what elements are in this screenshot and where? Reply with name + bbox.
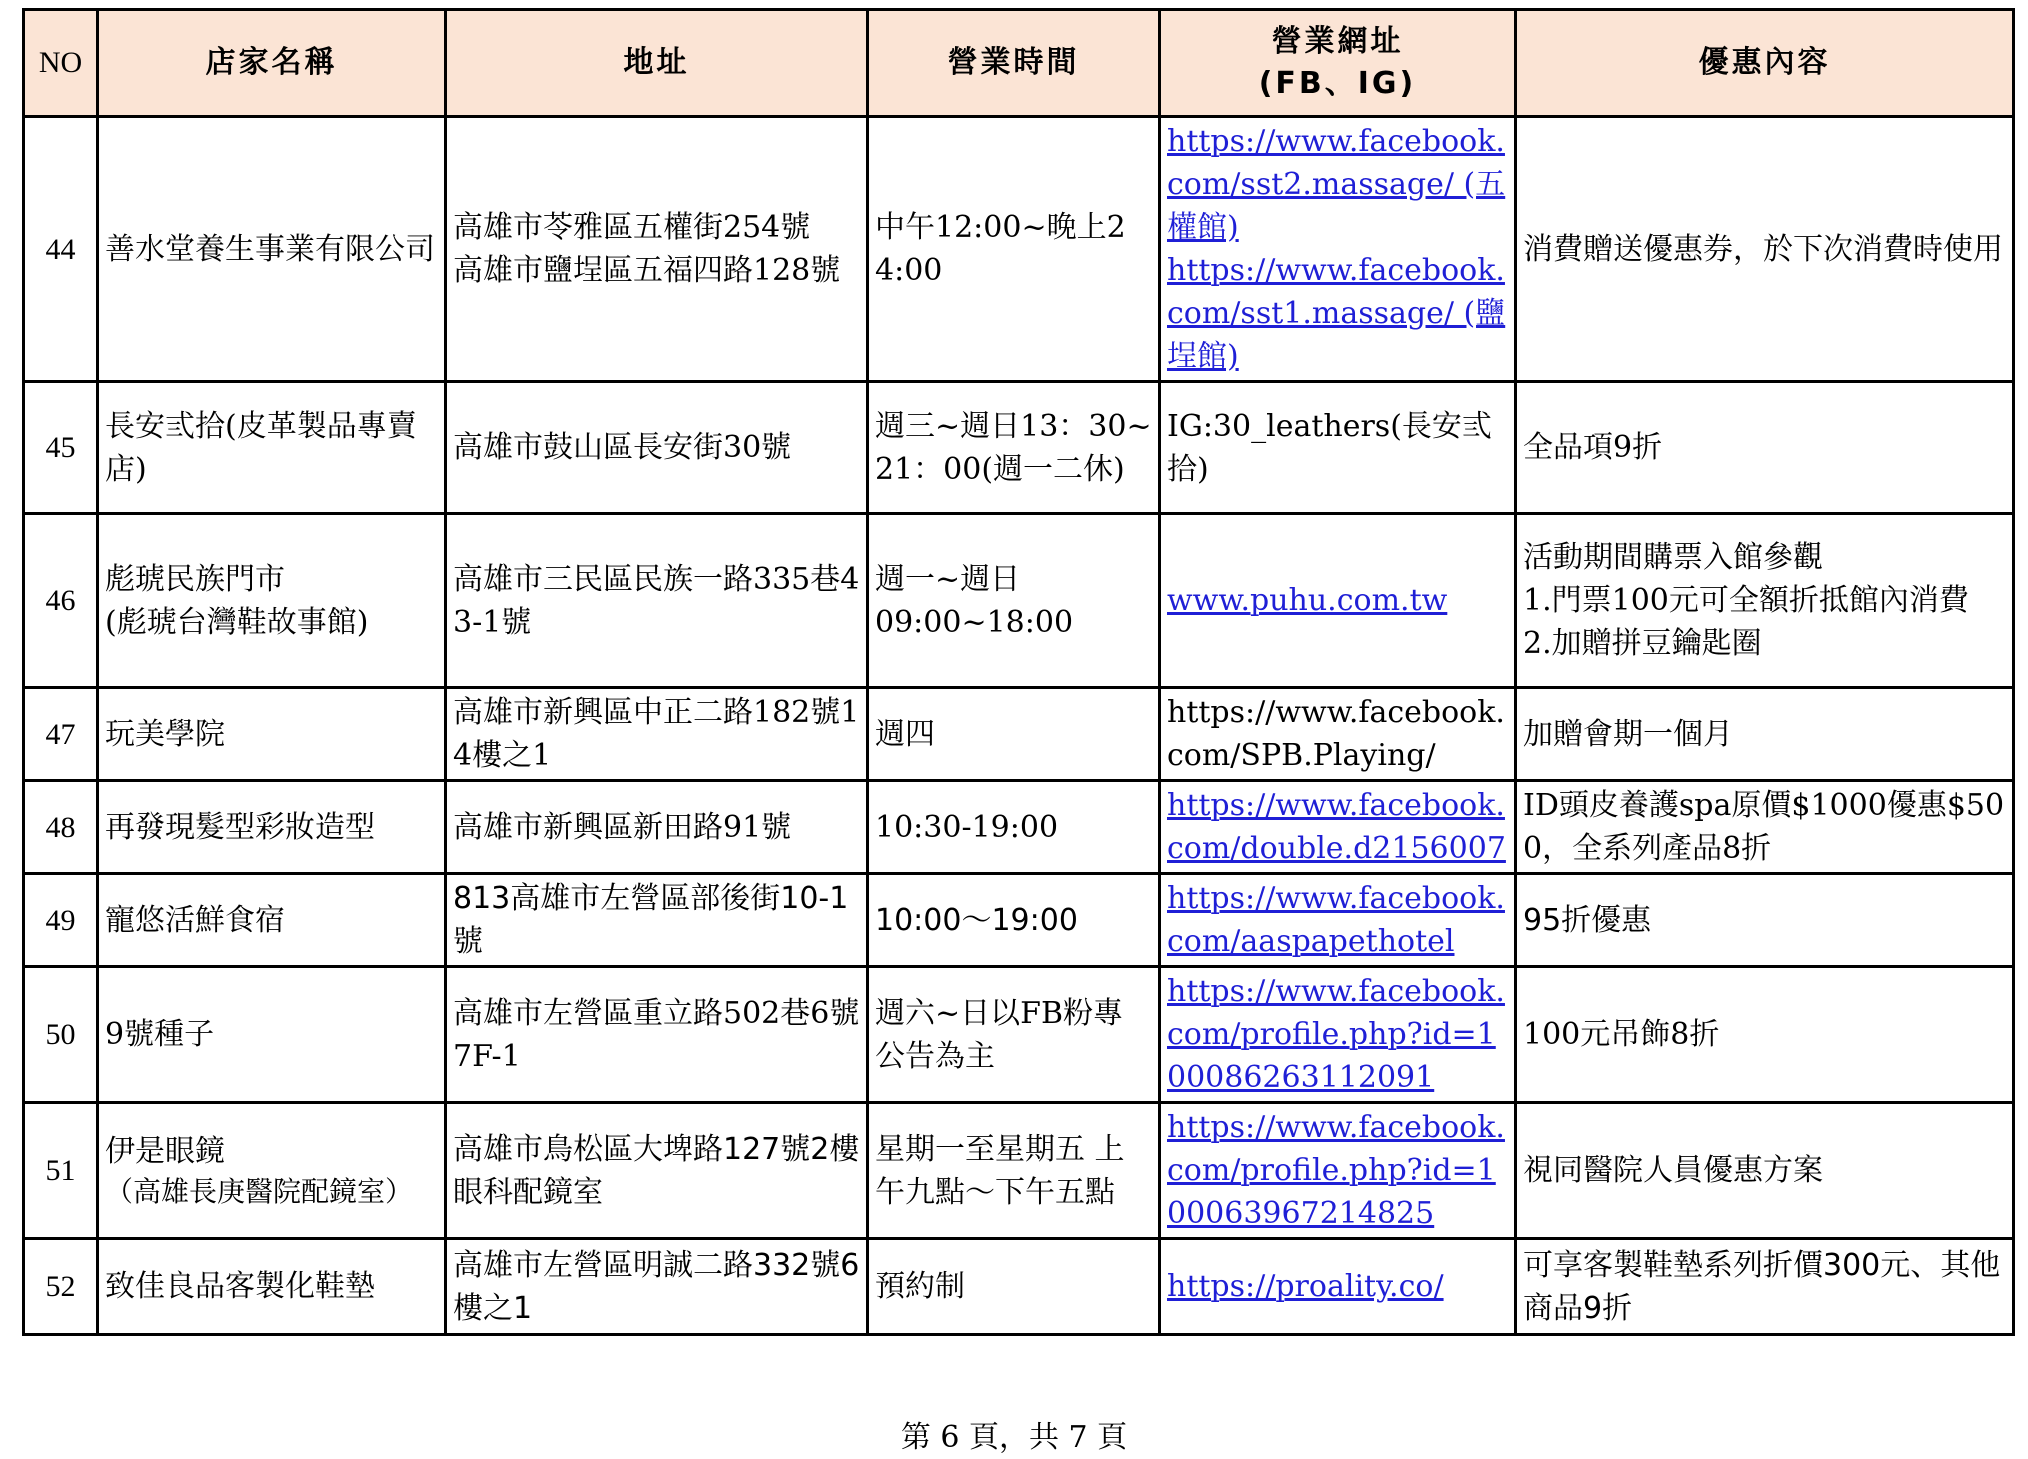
table-row bbox=[24, 688, 2014, 781]
facebook-link[interactable]: https://www.facebook.com/profile.php?id=100063967214825 bbox=[1167, 1110, 1505, 1231]
row-number: 48 bbox=[24, 781, 98, 874]
facebook-link[interactable]: https://www.facebook.com/aaspapethotel bbox=[1167, 881, 1505, 959]
store-offer: 100元吊飾8折 bbox=[1516, 967, 2014, 1103]
store-hours: 預約制 bbox=[868, 1239, 1160, 1335]
store-hours: 星期一至星期五 上午九點～下午五點 bbox=[868, 1103, 1160, 1239]
offer-line: 活動期間購票入館參觀 bbox=[1523, 540, 1823, 575]
hours-line: 09:00~18:00 bbox=[875, 604, 1074, 640]
row-number: 52 bbox=[24, 1239, 98, 1335]
store-hours: 10:00～19:00 bbox=[868, 874, 1160, 967]
store-website: https://www.facebook.com/SPB.Playing/ bbox=[1160, 688, 1516, 781]
address-line: 高雄市鹽埕區五福四路128號 bbox=[453, 253, 841, 288]
store-name-line: (彪琥台灣鞋故事館) bbox=[105, 604, 369, 640]
address-line: 高雄市鳥松區大埤路127號2樓 bbox=[453, 1131, 860, 1167]
facebook-link[interactable]: https://www.facebook.com/double.d2156007 bbox=[1167, 788, 1506, 866]
header-hours: 營業時間 bbox=[868, 10, 1160, 117]
store-offer bbox=[1516, 514, 2014, 688]
store-hours: 週三~週日13：30~21：00(週一二休) bbox=[868, 382, 1160, 514]
facebook-link[interactable]: https://www.facebook.com/sst1.massage/ (鹽埕館) bbox=[1167, 253, 1506, 374]
store-address: 高雄市新興區新田路91號 bbox=[446, 781, 868, 874]
store-name-line: 伊是眼鏡 bbox=[105, 1134, 225, 1169]
store-name: 寵悠活鮮食宿 bbox=[98, 874, 446, 967]
store-hours bbox=[868, 514, 1160, 688]
store-offer: ID頭皮養護spa原價$1000優惠$500，全系列產品8折 bbox=[1516, 781, 2014, 874]
store-discount-table bbox=[22, 8, 2015, 1336]
header-address: 地址 bbox=[446, 10, 868, 117]
store-offer: 加贈會期一個月 bbox=[1516, 688, 2014, 781]
store-website: IG:30_leathers(長安弎拾) bbox=[1160, 382, 1516, 514]
store-address bbox=[446, 1103, 868, 1239]
table-row bbox=[24, 1103, 2014, 1239]
facebook-link[interactable]: https://www.facebook.com/sst2.massage/ (五權館) bbox=[1167, 124, 1506, 245]
store-offer: 可享客製鞋墊系列折價300元、其他商品9折 bbox=[1516, 1239, 2014, 1335]
header-website-sub: (FB、IG) bbox=[1258, 66, 1417, 101]
table-header-row bbox=[24, 10, 2014, 117]
header-no: NO bbox=[24, 10, 98, 117]
store-website bbox=[1160, 514, 1516, 688]
table-row bbox=[24, 781, 2014, 874]
header-website bbox=[1160, 10, 1516, 117]
table-row bbox=[24, 117, 2014, 382]
header-website-label: 營業網址 bbox=[1271, 24, 1404, 59]
store-name-line: 彪琥民族門市 bbox=[105, 561, 285, 597]
store-website bbox=[1160, 1239, 1516, 1335]
store-offer: 消費贈送優惠券，於下次消費時使用 bbox=[1516, 117, 2014, 382]
row-number: 47 bbox=[24, 688, 98, 781]
table-row bbox=[24, 514, 2014, 688]
store-name: 長安弎拾(皮革製品專賣店) bbox=[98, 382, 446, 514]
store-name: 玩美學院 bbox=[98, 688, 446, 781]
store-name: 9號種子 bbox=[98, 967, 446, 1103]
hours-line: 週一~週日 bbox=[875, 561, 1021, 597]
store-address: 高雄市左營區明誠二路332號6樓之1 bbox=[446, 1239, 868, 1335]
store-name: 再發現髮型彩妝造型 bbox=[98, 781, 446, 874]
store-hours: 週四 bbox=[868, 688, 1160, 781]
row-number: 51 bbox=[24, 1103, 98, 1239]
row-number: 46 bbox=[24, 514, 98, 688]
table-row bbox=[24, 382, 2014, 514]
store-address: 813高雄市左營區部後街10-1號 bbox=[446, 874, 868, 967]
store-offer: 視同醫院人員優惠方案 bbox=[1516, 1103, 2014, 1239]
offer-line: 1.門票100元可全額折抵館內消費 bbox=[1523, 583, 1969, 618]
store-address: 高雄市左營區重立路502巷6號7F-1 bbox=[446, 967, 868, 1103]
website-link[interactable]: https://proality.co/ bbox=[1167, 1269, 1444, 1304]
store-website bbox=[1160, 1103, 1516, 1239]
address-line: 眼科配鏡室 bbox=[453, 1174, 603, 1210]
store-website bbox=[1160, 117, 1516, 382]
header-offer: 優惠內容 bbox=[1516, 10, 2014, 117]
store-website bbox=[1160, 967, 1516, 1103]
row-number: 44 bbox=[24, 117, 98, 382]
store-offer: 全品項9折 bbox=[1516, 382, 2014, 514]
store-name: 善水堂養生事業有限公司 bbox=[98, 117, 446, 382]
store-name-note: （高雄長庚醫院配鏡室） bbox=[105, 1175, 414, 1208]
store-hours: 中午12:00~晚上24:00 bbox=[868, 117, 1160, 382]
store-name bbox=[98, 1103, 446, 1239]
row-number: 50 bbox=[24, 967, 98, 1103]
store-name: 致佳良品客製化鞋墊 bbox=[98, 1239, 446, 1335]
table-row bbox=[24, 967, 2014, 1103]
store-offer: 95折優惠 bbox=[1516, 874, 2014, 967]
store-address: 高雄市三民區民族一路335巷43-1號 bbox=[446, 514, 868, 688]
offer-line: 2.加贈拼豆鑰匙圈 bbox=[1523, 626, 1762, 661]
store-address bbox=[446, 117, 868, 382]
row-number: 49 bbox=[24, 874, 98, 967]
store-address: 高雄市新興區中正二路182號14樓之1 bbox=[446, 688, 868, 781]
row-number: 45 bbox=[24, 382, 98, 514]
store-website bbox=[1160, 781, 1516, 874]
store-name bbox=[98, 514, 446, 688]
facebook-link[interactable]: https://www.facebook.com/profile.php?id=100086263112091 bbox=[1167, 974, 1505, 1095]
website-link[interactable]: www.puhu.com.tw bbox=[1167, 583, 1448, 618]
store-hours: 週六~日以FB粉專公告為主 bbox=[868, 967, 1160, 1103]
store-website bbox=[1160, 874, 1516, 967]
table-row bbox=[24, 1239, 2014, 1335]
address-line: 高雄市苓雅區五權街254號 bbox=[453, 210, 811, 245]
table-row bbox=[24, 874, 2014, 967]
header-store-name: 店家名稱 bbox=[98, 10, 446, 117]
page-footer: 第 6 頁，共 7 頁 bbox=[900, 1420, 1128, 1455]
store-hours: 10:30-19:00 bbox=[868, 781, 1160, 874]
store-address: 高雄市鼓山區長安街30號 bbox=[446, 382, 868, 514]
